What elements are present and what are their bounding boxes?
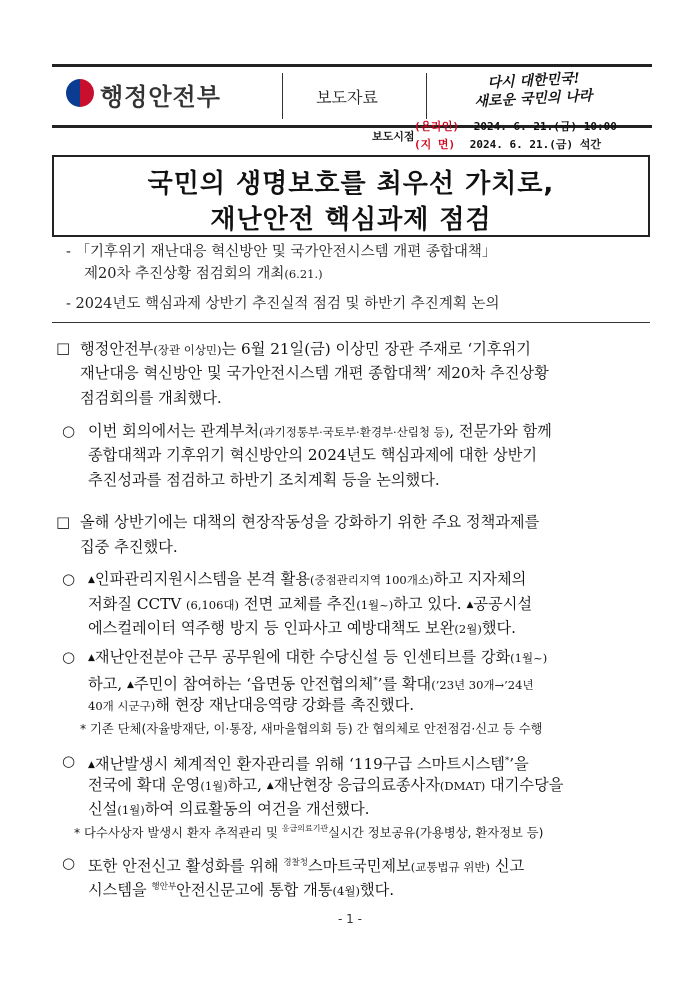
item1-line3: 추진성과를 점검하고 하반기 조치계획 등을 논의했다. <box>88 471 440 489</box>
subtitle-1-cont <box>84 262 323 283</box>
circle-bullet-icon: ○ <box>62 752 76 770</box>
text: 재난현장 응급의료종사자 <box>273 776 440 794</box>
text-small: (중점관리지역 100개소) <box>309 573 434 587</box>
item2-line2 <box>88 591 532 618</box>
headline-line-1: 국민의 생명보호를 최우선 가치로, <box>147 169 555 199</box>
text-small: (1월~) <box>356 598 394 612</box>
text: 하고, <box>227 776 267 794</box>
text-small: (1월~) <box>510 651 548 665</box>
header-divider <box>426 73 427 119</box>
text: 했다. <box>359 881 395 899</box>
text: 전국에 확대 운영 <box>88 776 201 794</box>
headline-line-2: 재난안전 핵심과제 점검 <box>210 205 492 235</box>
text: 재난안전분야 근무 공무원에 대한 수당신설 등 인센티브를 강화 <box>94 648 511 666</box>
para1-line2: 재난대응 혁신방안 및 국가안전시스템 개편 종합대책’ 제20차 추진상황 <box>80 364 549 382</box>
text: 해 현장 재난대응역량 강화를 촉진했다. <box>155 696 415 714</box>
text-small: (1월) <box>117 803 145 817</box>
item2-line1 <box>88 566 526 593</box>
para1-line1 <box>80 336 531 363</box>
text: 신고 <box>490 857 525 875</box>
para2-line1: 올해 상반기에는 대책의 현장작동성을 강화하기 위한 주요 정책과제를 <box>80 513 540 531</box>
text-small: (교통법규 위반) <box>410 860 491 874</box>
triangle-bullet-icon: ▲ <box>466 600 474 610</box>
superscript-label: 응급의료기관 <box>281 824 329 833</box>
text: 는 6월 21일(금) 이상민 장관 주재로 ‘기후위기 <box>221 340 531 358</box>
item1-line1 <box>88 418 552 445</box>
text-small: (1월) <box>200 779 228 793</box>
subtitle-divider <box>52 322 650 323</box>
ministry-logo-text: 행정안전부 <box>100 83 221 111</box>
subtitle-1-date: (6.21.) <box>284 267 323 281</box>
text-small: (장관 이상민) <box>153 343 222 357</box>
circle-bullet-icon: ○ <box>62 422 76 440</box>
slogan <box>473 69 595 111</box>
text: 스마트국민제보 <box>308 857 411 875</box>
release-online-row <box>414 118 617 134</box>
text: 공공시설 <box>473 595 533 613</box>
subtitle-2: - 2024년도 핵심과제 상반기 추진실적 점검 및 하반기 추진계획 논의 <box>66 296 500 312</box>
text: 시스템을 <box>88 881 152 899</box>
text: 인파관리지원시스템을 본격 활용 <box>94 570 310 588</box>
text-small: (’23년 30개→’24년 <box>431 678 534 692</box>
text: , 전문가와 함께 <box>449 422 552 440</box>
item1-line2: 종합대책과 기후위기 혁신방안의 2024년도 핵심과제에 대한 상반기 <box>88 446 538 464</box>
government-emblem-icon <box>66 79 94 107</box>
text: 하고 지자체의 <box>433 570 527 588</box>
triangle-bullet-icon: ▲ <box>88 653 95 663</box>
para2-line2: 집중 추진했다. <box>80 538 178 556</box>
item4-line3 <box>88 796 369 823</box>
item4-line2 <box>88 772 563 799</box>
release-online-tag: (온라인) <box>414 120 460 133</box>
footnote-mark: * <box>504 756 510 766</box>
text: 대기수당을 <box>485 776 564 794</box>
circle-bullet-icon: ○ <box>62 648 76 666</box>
triangle-bullet-icon: ▲ <box>127 680 134 690</box>
release-paper-time: 2024. 6. 21.(금) 석간 <box>469 138 601 151</box>
triangle-bullet-icon: ▲ <box>266 781 274 791</box>
press-release-label: 보도자료 <box>316 88 378 107</box>
text-small: (2월) <box>454 622 482 636</box>
text: 또한 안전신고 활성화를 위해 <box>88 857 284 875</box>
circle-bullet-icon: ○ <box>62 570 76 588</box>
text-small: (6,106대) <box>186 598 240 612</box>
triangle-bullet-icon: ▲ <box>88 575 95 585</box>
text: 실시간 정보공유(가용병상, 환자정보 등) <box>328 826 544 840</box>
text-small: (과기정통부·국토부·환경부·산림청 등) <box>259 425 450 439</box>
text: 하고, <box>88 675 127 693</box>
text-small: (4월) <box>332 884 360 898</box>
para1-line3: 점검회의를 개최했다. <box>80 389 222 407</box>
text: 했다. <box>481 619 516 637</box>
slogan-line-2: 새로운 국민의 나라 <box>474 87 593 111</box>
superscript-label: 행안부 <box>151 882 177 892</box>
text: 하고 있다. <box>393 595 467 613</box>
item3-line3 <box>88 692 414 719</box>
release-paper-tag: (지 면) <box>414 138 456 151</box>
text: 재난발생시 체계적인 환자관리를 위해 ‘119구급 스마트시스템 <box>94 755 505 773</box>
text: 이번 회의에서는 관계부처 <box>88 422 260 440</box>
square-bullet-icon: □ <box>56 513 71 531</box>
text-small: 40개 시군구) <box>88 699 156 713</box>
text: 하여 의료활동의 여건을 개선했다. <box>144 800 370 818</box>
header-divider <box>282 73 283 119</box>
circle-bullet-icon: ○ <box>62 854 76 872</box>
text: 저화질 CCTV <box>88 595 187 613</box>
subtitle-1-cont-text: 제20차 추진상황 점검회의 개최 <box>84 266 285 282</box>
footnote-1: * 기존 단체(자율방재단, 이·통장, 새마을협의회 등) 간 협의체로 안전점검·신고 등 수행 <box>80 722 543 736</box>
text: 에스컬레이터 역주행 방지 등 인파사고 예방대책도 보완 <box>88 619 455 637</box>
release-paper-row <box>414 136 601 152</box>
triangle-bullet-icon: ▲ <box>88 760 95 770</box>
item3-line1 <box>88 644 547 671</box>
slogan-line-1: 다시 대한민국! <box>487 70 581 92</box>
superscript-label: 경찰청 <box>283 858 309 868</box>
item2-line3 <box>88 615 516 642</box>
square-bullet-icon: □ <box>56 339 71 357</box>
text: * 다수사상자 발생시 환자 추적관리 및 <box>74 826 282 840</box>
text: 주민이 참여하는 ‘읍면동 안전협의체 <box>133 675 374 693</box>
text: 신설 <box>88 800 118 818</box>
text-small: (DMAT) <box>439 779 486 793</box>
footnote-mark: * <box>373 676 378 686</box>
text: ’를 확대 <box>377 675 432 693</box>
text: 행정안전부 <box>80 340 154 358</box>
release-online-time: 2024. 6. 21.(금) 10:00 <box>473 120 617 133</box>
text: 전면 교체를 추진 <box>239 595 357 613</box>
item5-line2 <box>88 874 394 904</box>
text: ’을 <box>509 755 529 773</box>
page-number: - 1 - <box>338 912 362 926</box>
footnote-2 <box>74 823 543 841</box>
text: 안전신문고에 통합 개통 <box>176 881 333 899</box>
release-time-label: 보도시점 <box>372 130 415 143</box>
subtitle-1: - 「기후위기 재난대응 혁신방안 및 국가안전시스템 개편 종합대책」 <box>66 244 497 260</box>
